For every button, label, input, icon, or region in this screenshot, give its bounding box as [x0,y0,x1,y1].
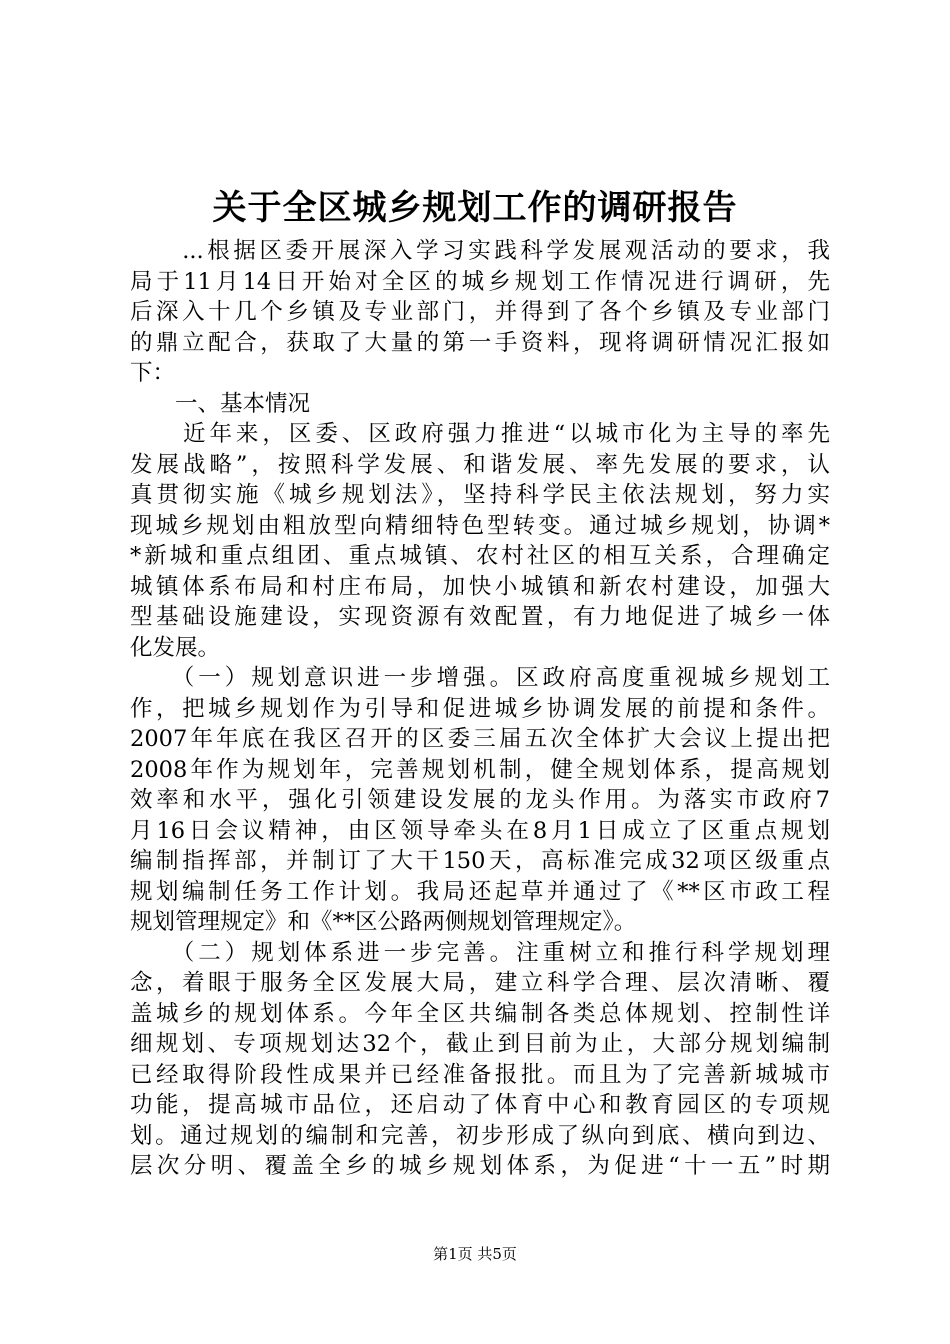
body-text-line: 局于11月14日开始对全区的城乡规划工作情况进行调研，先 [130,268,830,295]
body-text-line: 作，把城乡规划作为引导和促进城乡协调发展的前提和条件。 [130,695,830,722]
body-text-line: 细规划、专项规划达32个，截止到目前为止，大部分规划编制 [130,1031,830,1057]
body-text-line: 2007年年底在我区召开的区委三届五次全体扩大会议上提出把 [130,726,830,752]
body-text-line: 现城乡规划由粗放型向精细特色型转变。通过城乡规划，协调* [130,512,830,539]
body-text-line: 规划编制任务工作计划。我局还起草并通过了《**区市政工程 [130,878,830,905]
body-text-line: 后深入十几个乡镇及专业部门，并得到了各个乡镇及专业部门 [130,299,830,325]
body-text-line: 一、基本情况 [130,390,311,417]
body-text-line: 层次分明、覆盖全乡的城乡规划体系，为促进“十一五”时期 [130,1153,830,1179]
body-text-line: 城镇体系布局和村庄布局，加快小城镇和新农村建设，加强大 [130,573,830,600]
body-text-line: 下： [130,360,176,386]
body-text-line: 真贯彻实施《城乡规划法》，坚持科学民主依法规划，努力实 [130,482,830,508]
body-text-line: 编制指挥部，并制订了大干150天，高标准完成32项区级重点 [130,848,830,874]
body-text-line: 的鼎立配合，获取了大量的第一手资料，现将调研情况汇报如 [130,329,830,356]
body-text-line: 化发展。 [130,634,221,661]
body-text-line: 发展战略”，按照科学发展、和谐发展、率先发展的要求，认 [130,451,830,478]
body-text-line: 功能，提高城市品位，还启动了体育中心和教育园区的专项规 [130,1092,830,1118]
body-text-line: 盖城乡的规划体系。今年全区共编制各类总体规划、控制性详 [130,1000,830,1027]
body-text-line: 月16日会议精神，由区领导牵头在8月1日成立了区重点规划 [130,817,830,844]
body-text-line: 效率和水平，强化引领建设发展的龙头作用。为落实市政府7 [130,787,830,813]
body-text-line: 规划管理规定》和《**区公路两侧规划管理规定》。 [130,909,637,935]
body-text-line: ...根据区委开展深入学习实践科学发展观活动的要求，我 [130,238,830,264]
document-title: 关于全区城乡规划工作的调研报告 [212,188,738,228]
body-text-line: 近年来，区委、区政府强力推进“以城市化为主导的率先 [130,421,830,447]
body-text-line: *新城和重点组团、重点城镇、农村社区的相互关系，合理确定 [130,543,830,569]
body-text-line: 划。通过规划的编制和完善，初步形成了纵向到底、横向到边、 [130,1122,830,1149]
body-text-line: （一）规划意识进一步增强。区政府高度重视城乡规划工 [130,665,830,691]
body-text-line: 型基础设施建设，实现资源有效配置，有力地促进了城乡一体 [130,604,830,630]
body-text-line: 2008年作为规划年，完善规划机制，健全规划体系，提高规划 [130,756,830,783]
body-text-line: 念，着眼于服务全区发展大局，建立科学合理、层次清晰、覆 [130,970,830,996]
document-body [130,236,830,1182]
body-text-line: 已经取得阶段性成果并已经准备报批。而且为了完善新城城市 [130,1061,830,1088]
body-text-line: （二）规划体系进一步完善。注重树立和推行科学规划理 [130,939,830,966]
page-footer: 第1页 共5页 [433,1245,517,1263]
